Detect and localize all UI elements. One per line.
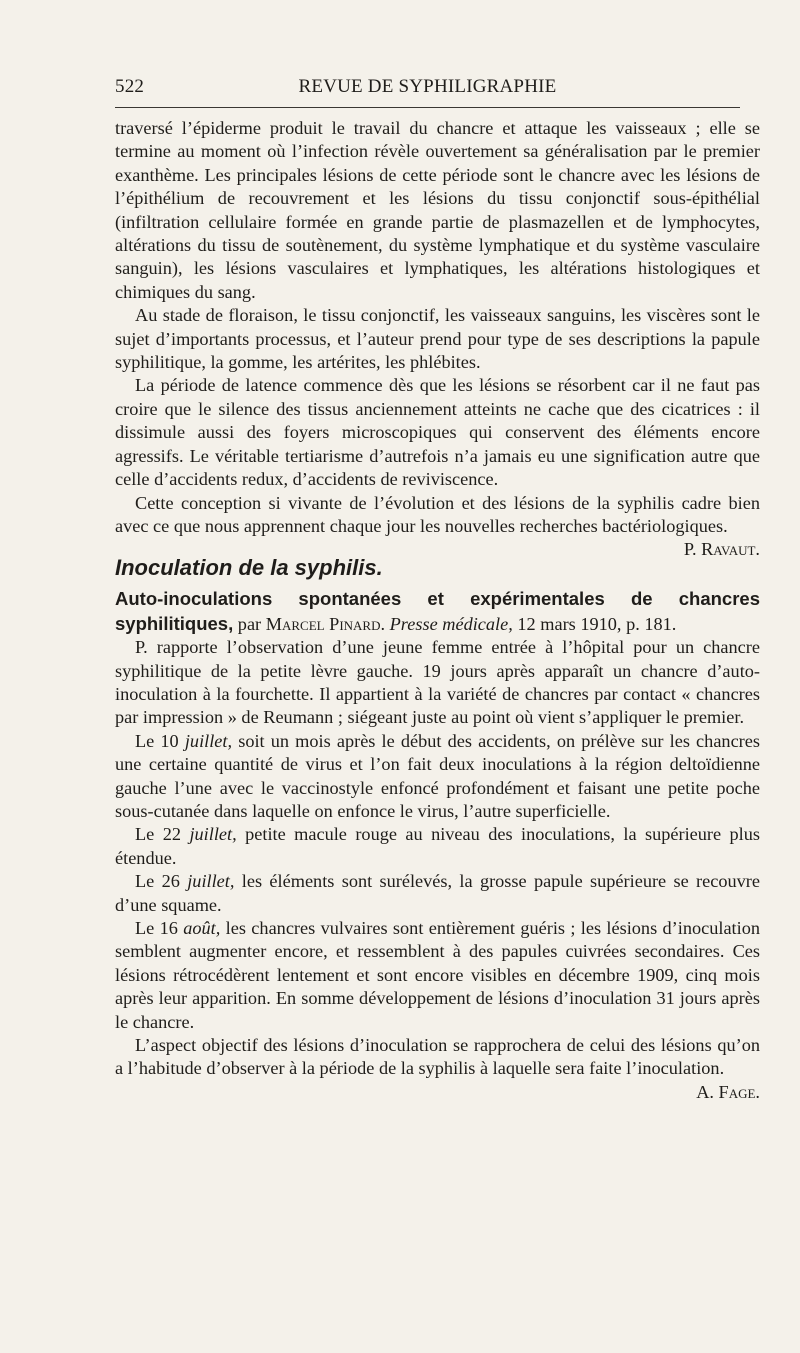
article-paragraph-6-text: L’aspect objectif des lésions d’inoculation se rapprochera de celui des lésions qu’on a l’habitude d’observer à la période de la syphilis à laquelle sera faite l’inoculation. xyxy=(115,1035,760,1079)
article-paragraph-6 xyxy=(115,1034,760,1102)
article-journal: Presse médicale, xyxy=(389,613,513,634)
prev-article-paragraph-4 xyxy=(115,492,760,560)
paragraph-text: soit un mois après le début des accidents, on prélève sur les chancres une certaine quantité de virus et l’on fait deux inoculations à la région deltoïdienne gauche l’une avec le vaccinostyle enfoncé profondément et faisant une petite poche sous-cutanée dans laquelle on enfonce le virus, l’autre superficielle. xyxy=(115,730,761,821)
date-month: juillet, xyxy=(189,824,237,845)
paragraph-text: les éléments sont surélevés, la grosse papule supérieure se recouvre d’une squame. xyxy=(115,871,760,915)
running-header xyxy=(115,76,740,98)
article-author: Marcel Pinard. xyxy=(265,613,386,634)
date-month: juillet, xyxy=(184,730,233,751)
prev-article-signature: P. Ravaut. xyxy=(683,539,760,560)
article-heading xyxy=(115,587,760,636)
article-citation: 12 mars 1910, p. 181. xyxy=(517,613,677,634)
article-by: par xyxy=(237,613,262,634)
date-prefix: Le 10 xyxy=(135,730,179,751)
article-paragraph-3 xyxy=(115,823,760,870)
prev-article-paragraph-3: La période de latence commence dès que les lésions se résorbent car il ne faut pas croire que le silence des tissus anciennement atteints ne cache que des cicatrices : il dissimule aussi des foyers microscopiques qui conservent des éléments encore agressifs. Le véritable tertiarisme d’autrefois n’a jamais eu une signification autre que celle d’accidents redux, d’accidents de reviviscence. xyxy=(115,375,760,490)
running-title: REVUE DE SYPHILIGRAPHIE xyxy=(298,76,557,97)
prev-article-paragraph-1: traversé l’épiderme produit le travail du chancre et attaque les vaisseaux ; elle se termine au moment où l’infection révèle ouvertement sa généralisation par le premier exanthème. Les principales lésions de cette période sont le chancre avec les lésions de l’épithélium de recouvrement et les lésions du tissu conjonctif sous-épithélial (infiltration cellulaire formée en grande partie de plasmazellen et de lymphocytes, altérations du tissu de soutènement, du système lymphatique et du système vasculaire sanguin), les lésions vasculaires et lymphatiques, les altérations histologiques et chimiques du sang. xyxy=(115,118,760,302)
date-prefix: Le 26 xyxy=(135,871,180,892)
header-rule xyxy=(115,107,740,108)
section-title: Inoculation de la syphilis. xyxy=(115,555,383,581)
article-paragraph-5 xyxy=(115,917,760,1034)
page-number: 522 xyxy=(115,76,145,97)
date-month: juillet, xyxy=(187,871,235,892)
article-signature: A. Fage. xyxy=(696,1081,760,1102)
date-prefix: Le 22 xyxy=(135,824,181,845)
text-body xyxy=(115,117,760,1104)
paragraph-text: petite macule rouge au niveau des inoculations, la supérieure plus étendue. xyxy=(115,824,761,868)
prev-article-paragraph-2: Au stade de floraison, le tissu conjonctif, les vaisseaux sanguins, les viscères sont le sujet d’importants processus, et l’auteur prend pour type de ses descriptions la papule syphilitique, la gomme, les artérites, les phlébites. xyxy=(115,305,760,373)
date-prefix: Le 16 xyxy=(135,918,178,938)
prev-article-paragraph-4-text: Cette conception si vivante de l’évolution et des lésions de la syphilis cadre bien avec ce que nous apprennent chaque jour les nouvelles recherches bactériologiques. xyxy=(115,492,760,536)
paragraph-text: les chancres vulvaires sont entièrement guéris ; les lésions d’inoculation semblent augmenter encore, et ressemblent à des papules cuivrées secondaires. Ces lésions rétrocédèrent lentement et sont encore visibles en décembre 1909, cinq mois après leur apparition. En somme développement de lésions d’inoculation 31 jours après le chancre. xyxy=(115,918,760,1032)
article-title: Auto-inoculations spontanées et expérimentales de chancres syphilitiques, xyxy=(115,588,760,634)
article-paragraph-2 xyxy=(115,730,760,824)
date-month: août, xyxy=(183,918,221,938)
article-paragraph-1: P. rapporte l’observation d’une jeune femme entrée à l’hôpital pour un chancre syphilitique de la petite lèvre gauche. 19 jours après apparaît un chancre d’auto-inoculation à la fourchette. Il appartient à la variété de chancres par contact « chancres par impression » de Reumann ; siégeant juste au point où vient s’appliquer le premier. xyxy=(115,637,760,728)
article-paragraph-4 xyxy=(115,870,760,917)
